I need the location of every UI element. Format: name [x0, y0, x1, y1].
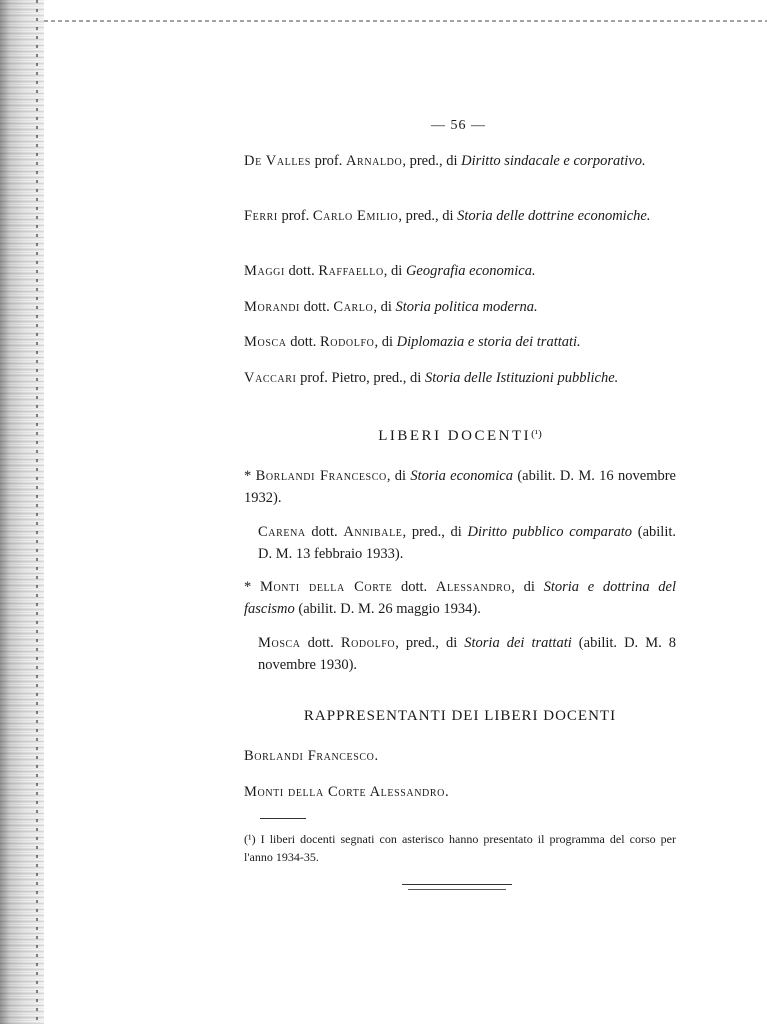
faculty-entry [244, 367, 676, 389]
entry-role: , pred., di [398, 208, 458, 224]
heading-text: LIBERI DOCENTI [378, 428, 532, 444]
asterisk-marker: * [244, 579, 260, 595]
entry-subject: Diritto sindacale e corporativo. [461, 153, 646, 169]
footnote-marker: (¹) [531, 428, 542, 440]
footnote-rule [260, 818, 306, 819]
entry-abilitation: (abilit. D. M. 13 febbraio 1933). [258, 524, 676, 562]
scan-binding-edge [0, 0, 44, 1024]
liberi-docente-entry [244, 576, 676, 620]
entry-surname: De Valles [244, 153, 311, 169]
section-heading-rappresentanti: RAPPRESENTANTI DEI LIBERI DOCENTI [303, 708, 617, 724]
entry-role: , di [373, 299, 396, 315]
rappresentante-name: Borlandi Francesco. [244, 748, 379, 764]
entry-name: Alessandro [435, 579, 512, 595]
entry-subject: Storia dei trattati [464, 635, 572, 651]
liberi-docente-entry [258, 521, 676, 565]
entry-name: Raffaello [318, 263, 384, 279]
entry-role: , di [374, 334, 397, 350]
end-rule [402, 884, 512, 885]
entry-name: Rodolfo [320, 334, 375, 350]
entry-surname: Maggi [244, 263, 285, 279]
entry-title: prof. [277, 208, 313, 224]
entry-subject: Storia delle dottrine economiche. [457, 208, 651, 224]
faculty-entry [244, 205, 676, 227]
entry-surname: Borlandi Francesco [255, 468, 387, 484]
entry-title: dott. [300, 635, 341, 651]
entry-role: , di [511, 579, 544, 595]
entry-surname: Carena [258, 524, 306, 540]
entry-role: , di [383, 263, 406, 279]
entry-subject: Storia e dottrina del fascismo [244, 579, 676, 617]
entry-surname: Mosca [244, 334, 287, 350]
end-rule-secondary [408, 889, 506, 890]
entry-name: Rodolfo [340, 635, 396, 651]
entry-title: dott. [286, 334, 321, 350]
entry-role: , pred., di [402, 153, 462, 169]
faculty-entry [244, 296, 676, 318]
entry-subject: Storia delle Istituzioni pubbliche. [424, 370, 619, 386]
rappresentante-entry [244, 745, 676, 767]
entry-role: , di [386, 468, 411, 484]
liberi-docente-entry [258, 632, 676, 676]
entry-role: , pred., di [402, 524, 468, 540]
entry-subject: Storia economica [410, 468, 513, 484]
entry-name: Annibale [343, 524, 403, 540]
entry-title: dott. [299, 299, 334, 315]
entry-surname: Ferri [244, 208, 278, 224]
rappresentante-name: Monti della Corte Alessandro. [244, 784, 450, 800]
page-number: — 56 — [431, 118, 486, 133]
entry-surname: Mosca [258, 635, 301, 651]
entry-abilitation: (abilit. D. M. 8 novembre 1930). [258, 635, 677, 673]
entry-surname: Morandi [244, 299, 300, 315]
entry-subject: Geografia economica. [405, 263, 536, 279]
entry-name: Carlo [333, 299, 374, 315]
liberi-docente-entry [244, 465, 676, 509]
footnote: (¹) I liberi docenti segnati con asterisco hanno presentato il programma del corso per l'anno 1934-35. [244, 832, 676, 864]
entry-title: prof. [310, 153, 346, 169]
rappresentante-entry [244, 781, 676, 803]
faculty-entry [244, 260, 676, 282]
entry-title: dott. [392, 579, 436, 595]
entry-abilitation: (abilit. D. M. 16 novembre 1932). [244, 468, 676, 506]
entry-surname: Monti della Corte [259, 579, 393, 595]
entry-title: dott. [305, 524, 344, 540]
faculty-entry [244, 331, 676, 353]
entry-subject: Diritto pubblico comparato [467, 524, 633, 540]
entry-abilitation: (abilit. D. M. 26 maggio 1934). [294, 601, 481, 617]
entry-role: , pred., di [395, 635, 465, 651]
scan-top-edge [44, 20, 767, 22]
entry-subject: Diplomazia e storia dei trattati. [396, 334, 581, 350]
asterisk-marker: * [244, 468, 256, 484]
entry-title: dott. [284, 263, 319, 279]
section-heading-liberi-docenti [244, 428, 676, 445]
entry-surname: Vaccari [244, 370, 297, 386]
entry-title: prof. Pietro, pred., di [296, 370, 425, 386]
entry-subject: Storia politica moderna. [395, 299, 538, 315]
entry-name: Arnaldo [345, 153, 403, 169]
faculty-entry [244, 150, 676, 172]
entry-name: Carlo Emilio [312, 208, 399, 224]
